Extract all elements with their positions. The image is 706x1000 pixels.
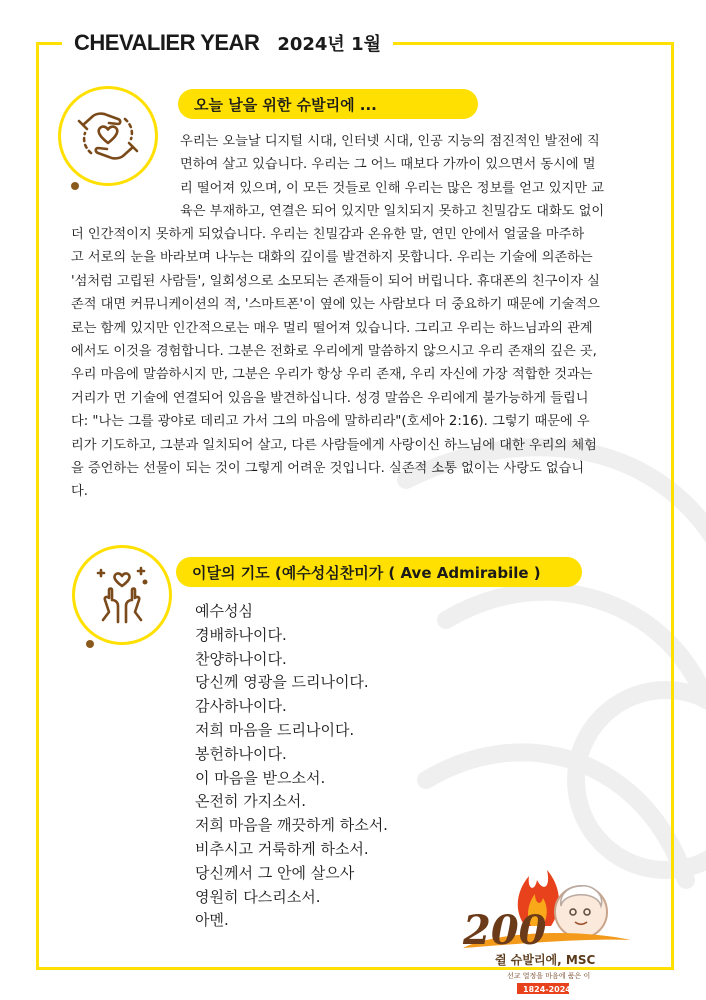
header-title: CHEVALIER YEAR [74, 30, 260, 55]
text-line: 을 증언하는 선물이 되는 것이 그렇게 어려운 것입니다. 실존적 소통 없이는 사랑도 없습니 [71, 461, 585, 477]
prayer-line: 당신께서 그 안에 살으사 [195, 863, 355, 882]
text-line: 로는 함께 있지만 인간적으로는 매우 멀리 떨어져 있습니다. 그리고 우리는 하느님과의 관계 [71, 320, 593, 336]
text-line: 고 서로의 눈을 바라보며 나누는 대화의 깊이를 발견하지 못합니다. 우리는 기술에 의존하는 [71, 250, 593, 266]
logo-name: 쥘 슈발리에, MSC [495, 953, 596, 967]
text-line: 다: "나는 그를 광야로 데리고 가서 그의 마음에 말하리라"(호세아 2:16). 그렇기 때문에 우 [71, 414, 590, 430]
prayer-line: 감사하나이다. [195, 697, 287, 716]
prayer-line: 이 마음을 받으소서. [195, 768, 326, 787]
prayer-line: 봉헌하나이다. [195, 744, 287, 763]
text-line: '섬처럼 고립된 사람들', 일회성으로 소모되는 존재들이 되어 버립니다. 휴대폰의 친구이자 실 [71, 273, 600, 289]
intro-paragraph-full [71, 223, 671, 504]
prayer-list [195, 600, 388, 933]
logo-tagline: 선교 열정을 마음에 품은 이 [507, 972, 591, 980]
prayer-line: 찬양하나이다. [195, 649, 287, 668]
praying-hands-heart-icon [72, 545, 172, 645]
prayer-line: 온전히 가지소서. [195, 792, 306, 811]
section-heading-text: 오늘 날을 위한 슈발리에 ... [194, 95, 377, 114]
prayer-line: 영원히 다스리소서. [195, 887, 321, 906]
text-line: 다. [71, 484, 88, 500]
text-line: 리가 기도하고, 그분과 일치되어 살고, 다른 사람들에게 사랑이신 하느님에 대한 우리의 체험 [71, 437, 597, 453]
text-line: 우리 마음에 말씀하시지 만, 그분은 우리가 항상 우리 존재, 우리 자신에 가장 적합한 것과는 [71, 367, 593, 383]
prayer-line: 경배하나이다. [195, 625, 287, 644]
prayer-line: 저희 마음을 깨끗하게 하소서. [195, 816, 388, 835]
prayer-line: 예수성심 [195, 602, 253, 620]
decor-dot [86, 640, 94, 648]
text-line: 더 인간적이지 못하게 되었습니다. 우리는 친밀감과 온유한 말, 연민 안에서 얼굴을 마주하 [71, 227, 585, 242]
prayer-line: 저희 마음을 드리나이다. [195, 720, 355, 739]
logo-number: 200 [463, 907, 547, 954]
intro-paragraph-indented [180, 130, 660, 224]
section-heading-prayer [176, 557, 582, 587]
prayer-line: 아멘. [195, 911, 229, 930]
header-date: 2024년 1월 [277, 34, 381, 55]
prayer-line: 당신께 영광을 드리나이다. [195, 673, 369, 692]
logo-years: 1824-2024 [523, 985, 571, 994]
anniversary-logo [455, 848, 640, 1000]
text-line: 면하여 살고 있습니다. 우리는 그 어느 때보다 가까이 있으면서 동시에 멀 [180, 157, 596, 173]
text-line: 우리는 오늘날 디지털 시대, 인터넷 시대, 인공 지능의 점진적인 발전에 직 [180, 134, 600, 149]
header [62, 26, 393, 60]
text-line: 리 떨어져 있으며, 이 모든 것들로 인해 우리는 많은 정보를 얻고 있지만 교 [180, 180, 604, 196]
text-line: 육은 부재하고, 연결은 되어 있지만 일치되지 못하고 친밀감도 대화도 없이 [180, 204, 605, 220]
prayer-line: 비추시고 거룩하게 하소서. [195, 839, 369, 858]
section-heading-text: 이달의 기도 (예수성심찬미가 ( Ave Admirabile ) [192, 563, 541, 582]
text-line: 에서도 이것을 경험합니다. 그분은 전화로 우리에게 말씀하지 않으시고 우리 존재의 깊은 곳, [71, 344, 597, 360]
hands-heart-icon [58, 86, 158, 186]
text-line: 거리가 먼 기술에 연결되어 있음을 발견하십니다. 성경 말씀은 우리에게 불가능하게 들립니 [71, 390, 589, 406]
decor-dot [71, 182, 79, 190]
section-heading-today [178, 89, 478, 119]
text-line: 존적 대면 커뮤니케이션의 적, '스마트폰'이 옆에 있는 사람보다 더 중요하기 때문에 기술적으 [71, 297, 600, 313]
